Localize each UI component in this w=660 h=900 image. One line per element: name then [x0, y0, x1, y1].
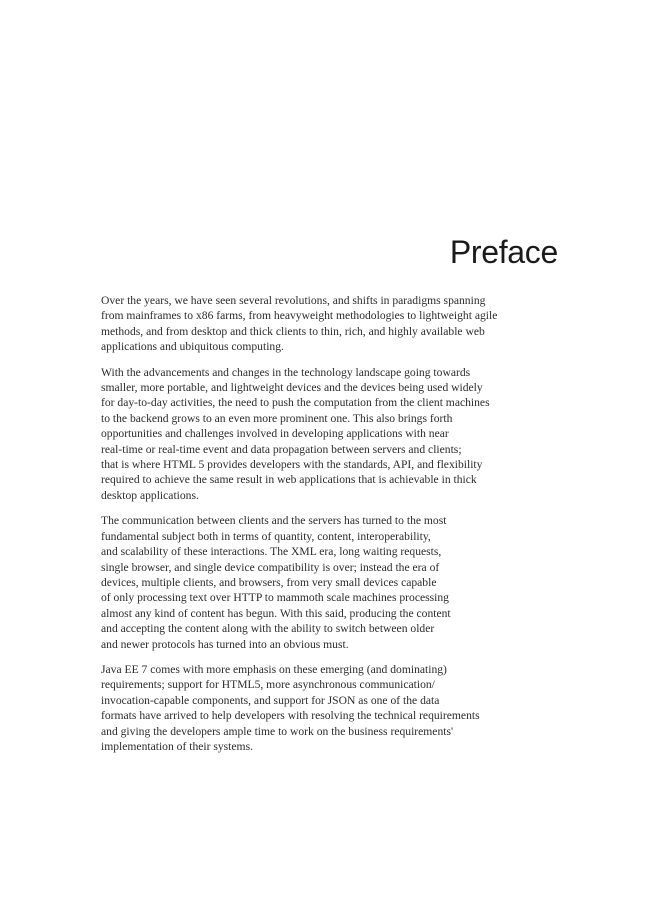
text-line: to the backend grows to an even more prominent one. This also brings forth — [101, 411, 453, 425]
text-line: almost any kind of content has begun. With this said, producing the content — [101, 606, 451, 620]
text-line: single browser, and single device compatibility is over; instead the era of — [101, 560, 440, 574]
text-line: methods, and from desktop and thick clients to thin, rich, and highly available web — [101, 324, 485, 338]
text-line: desktop applications. — [101, 488, 199, 502]
text-line: real-time or real-time event and data propagation between servers and clients; — [101, 442, 462, 456]
page-title: Preface — [449, 234, 558, 270]
preface-body — [101, 293, 571, 764]
text-line: implementation of their systems. — [101, 739, 253, 753]
text-line: The communication between clients and the servers has turned to the most — [101, 514, 447, 528]
text-line: smaller, more portable, and lightweight devices and the devices being used widely — [101, 381, 483, 395]
text-line: for day-to-day activities, the need to push the computation from the client machines — [101, 396, 490, 410]
text-line: and accepting the content along with the ability to switch between older — [101, 622, 435, 636]
paragraph-4 — [101, 662, 571, 754]
text-line: that is where HTML 5 provides developers with the standards, API, and flexibility — [101, 458, 483, 472]
text-line: required to achieve the same result in web applications that is achievable in thick — [101, 473, 477, 487]
text-line: fundamental subject both in terms of quantity, content, interoperability, — [101, 529, 431, 543]
text-line: Java EE 7 comes with more emphasis on these emerging (and dominating) — [101, 662, 447, 676]
text-line: from mainframes to x86 farms, from heavyweight methodologies to lightweight agile — [101, 309, 498, 323]
text-line: Over the years, we have seen several revolutions, and shifts in paradigms spanning — [101, 294, 486, 307]
text-line: With the advancements and changes in the technology landscape going towards — [101, 365, 471, 379]
text-line: of only processing text over HTTP to mammoth scale machines processing — [101, 591, 449, 605]
paragraph-1 — [101, 293, 571, 355]
text-line: invocation-capable components, and support for JSON as one of the data — [101, 693, 440, 707]
text-line: requirements; support for HTML5, more asynchronous communication/ — [101, 678, 435, 692]
text-line: and giving the developers ample time to work on the business requirements' — [101, 724, 454, 738]
paragraph-3 — [101, 513, 571, 652]
text-line: opportunities and challenges involved in developing applications with near — [101, 427, 449, 441]
text-line: and newer protocols has turned into an obvious must. — [101, 637, 349, 651]
text-line: devices, multiple clients, and browsers, from very small devices capable — [101, 575, 437, 589]
text-line: applications and ubiquitous computing. — [101, 340, 284, 354]
paragraph-2 — [101, 365, 571, 504]
text-line: and scalability of these interactions. The XML era, long waiting requests, — [101, 545, 442, 559]
text-line: formats have arrived to help developers with resolving the technical requirements — [101, 709, 480, 723]
